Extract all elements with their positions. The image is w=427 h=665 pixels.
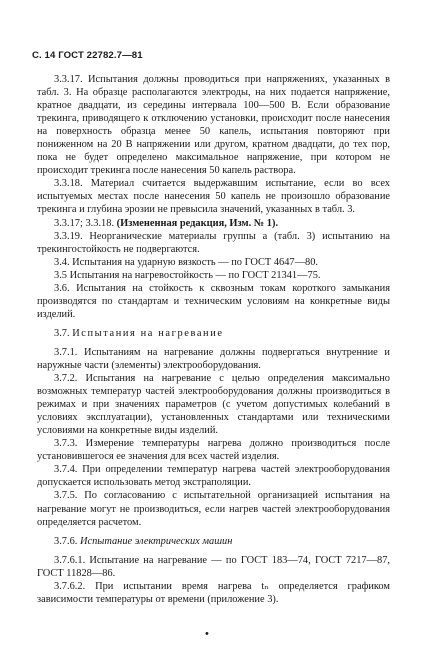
subsection-number: 3.7.6. <box>54 535 78 547</box>
paragraph-3-7-3: 3.7.3. Измерение температуры нагрева должно производиться после установившегося ее значения для всех частей изделия. <box>37 438 390 463</box>
paragraph-3-7-1: 3.7.1. Испытаниям на нагревание должны подвергаться внутренние и наружные части (элементы) электрооборудования. <box>37 346 390 371</box>
document-body <box>37 73 390 606</box>
amendment-note <box>37 217 390 230</box>
section-title: Испытания на нагревание <box>72 327 224 339</box>
subsection-title: Испытание электрических машин <box>80 535 233 547</box>
paragraph-3-5: 3.5 Испытания на нагревостойкость — по ГОСТ 21341—75. <box>54 269 321 281</box>
paragraph-3-3-18: 3.3.18. Материал считается выдержавшим испытание, если во всех испытуемых местах после нанесения 50 капель не произошло образование трекинга и глубина эрозии не превысила значений, указанных в табл. 3. <box>37 178 390 216</box>
bottom-mark: • <box>205 628 209 640</box>
page-header: С. 14 ГОСТ 22782.7—81 <box>32 50 143 61</box>
paragraph-3-7-6-2: 3.7.6.2. При испытании время нагрева tₙ определяется графиком зависимости температуры от времени (приложение 3). <box>37 580 390 605</box>
section-number: 3.7. <box>54 327 70 339</box>
amendment-text: (Измененная редакция, Изм. № 1). <box>116 217 279 229</box>
amendment-prefix: 3.3.17; 3.3.18. <box>54 217 115 229</box>
paragraph-3-7-6-1: 3.7.6.1. Испытание на нагревание — по ГОСТ 183—74, ГОСТ 7217—87, ГОСТ 11828—86. <box>37 554 390 579</box>
paragraph-3-7-2: 3.7.2. Испытания на нагревание с целью определения максимально возможных температур частей электрооборудования должны производиться в режимах и при значениях параметров (с учетом допустимых колебаний в условиях эксплуатации), установленных стандартами или техническими условиями на конкретные виды изделий. <box>37 373 390 437</box>
subsection-heading-3-7-6 <box>37 535 390 548</box>
paragraph-3-7-5: 3.7.5. По согласованию с испытательной организацией испытания на нагревание могут не производиться, если нагрев частей электрооборудования определяется расчетом. <box>37 490 390 528</box>
paragraph-3-6: 3.6. Испытания на стойкость к сквозным токам короткого замыкания производятся по стандартам и техническим условиям на конкретные виды изделий. <box>37 282 390 320</box>
section-heading-3-7 <box>37 327 390 340</box>
paragraph-3-3-17: 3.3.17. Испытания должны проводиться при напряжениях, указанных в табл. 3. На образце располагаются электроды, на них подается напряжение, кратное двадцати, из середины интервала 100—500 В. Если образование трекинга, приводящего к отключению установки, происходит после нанесения на поверхность образца менее 50 капель, испытания повторяют при пониженном на 20 В напряжении или другом, кратном двадцати, до тех пор, пока не будет определено максимальное напряжение, при котором не происходит трекинга после нанесения 50 капель раствора. <box>37 74 390 177</box>
paragraph-3-7-4: 3.7.4. При определении температур нагрева частей электрооборудования допускается использовать метод экстраполяции. <box>37 464 390 489</box>
paragraph-3-3-19: 3.3.19. Неорганические материалы группы а (табл. 3) испытанию на трекингостойкость не подвергаются. <box>37 230 390 255</box>
paragraph-3-4: 3.4. Испытания на ударную вязкость — по ГОСТ 4647—80. <box>54 256 319 268</box>
